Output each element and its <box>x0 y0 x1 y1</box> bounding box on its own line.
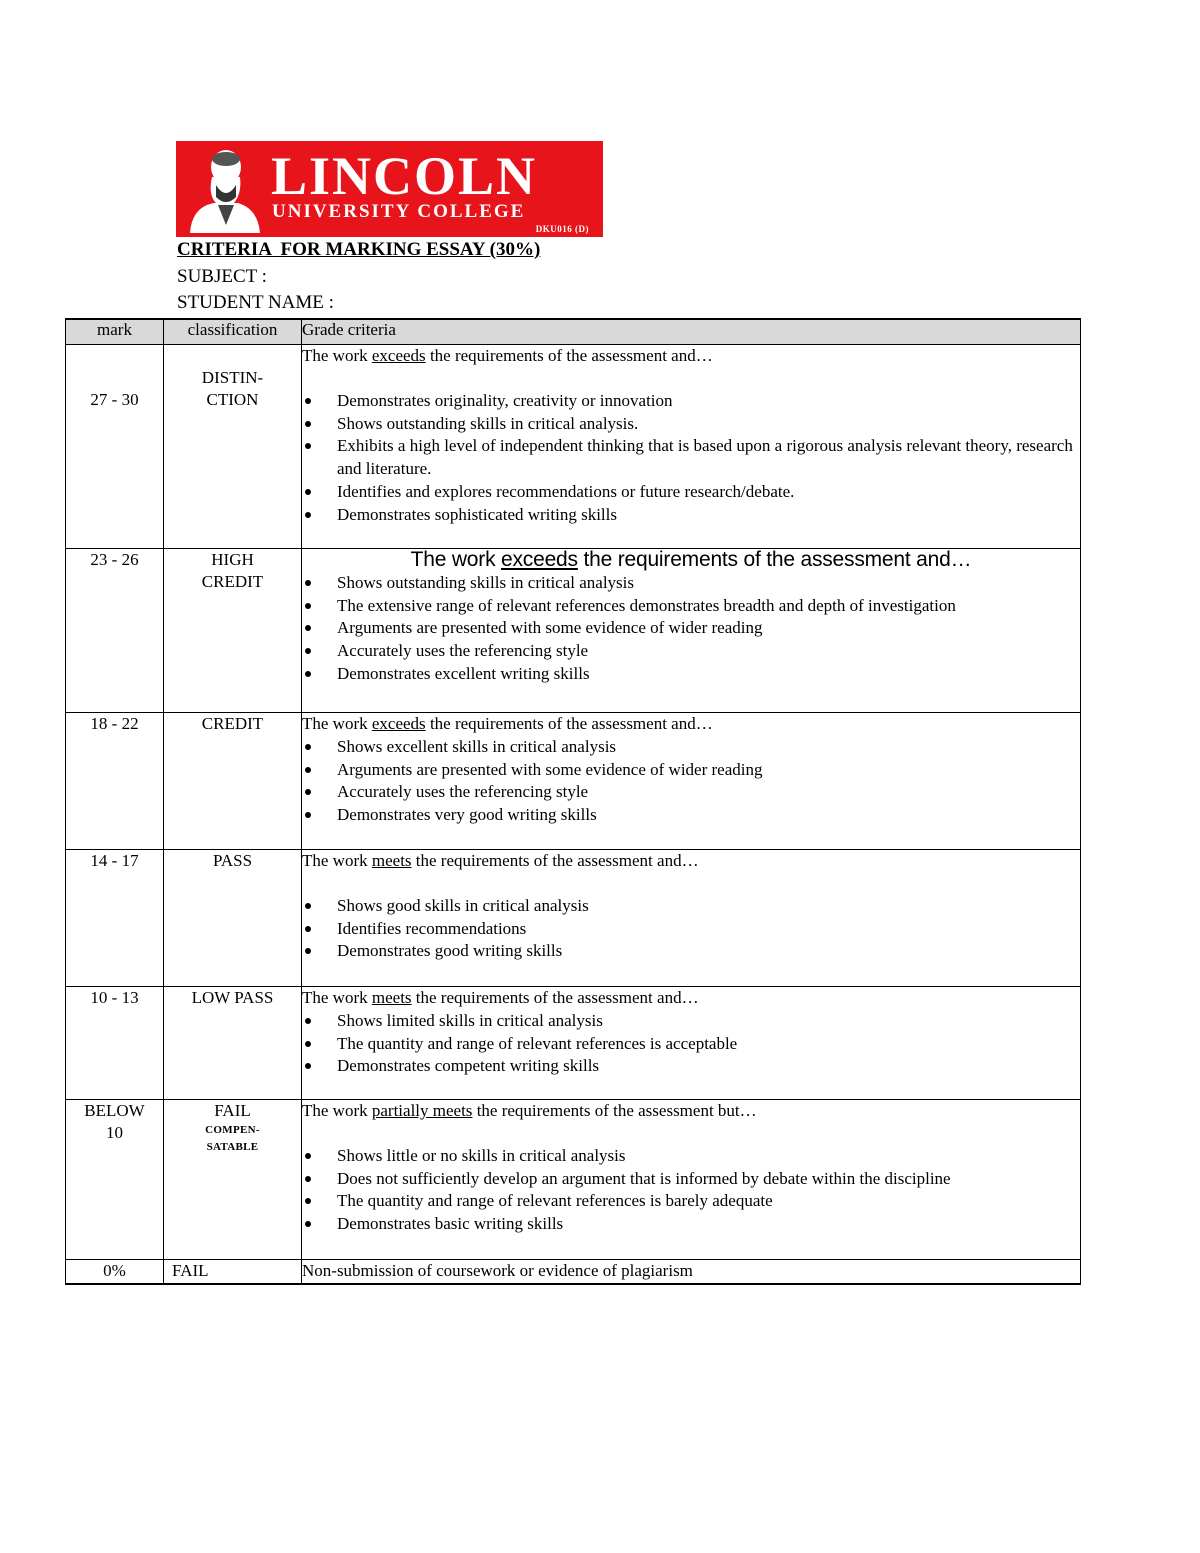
table-row <box>66 1260 1081 1284</box>
table-row <box>66 850 1081 987</box>
criteria-cell <box>302 345 1081 549</box>
list-item: Arguments are presented with some evidence of wider reading <box>302 759 1080 782</box>
classification-line: FAIL <box>214 1101 251 1120</box>
document-title: CRITERIA FOR MARKING ESSAY (30%) <box>177 239 541 260</box>
header-mark: mark <box>66 319 164 345</box>
mark-cell: 10 - 13 <box>66 987 164 1100</box>
student-name-label: STUDENT NAME : <box>177 292 334 313</box>
criteria-list <box>302 390 1080 527</box>
list-item: Shows outstanding skills in critical analysis. <box>302 413 1080 436</box>
mark-cell <box>66 1100 164 1260</box>
criteria-intro: The work exceeds the requirements of the assessment and… <box>410 548 972 571</box>
logo-subtitle: UNIVERSITY COLLEGE <box>272 201 526 222</box>
classification-cell <box>164 987 302 1100</box>
criteria-emphasis: meets <box>371 988 412 1007</box>
list-item: Arguments are presented with some evidence of wider reading <box>302 617 1080 640</box>
classification-line: CREDIT <box>201 714 264 733</box>
criteria-list <box>302 1145 1080 1236</box>
list-item: Demonstrates very good writing skills <box>302 804 1080 827</box>
list-item: Does not sufficiently develop an argument that is informed by debate within the discipline <box>302 1168 1080 1191</box>
table-row <box>66 1100 1081 1260</box>
classification-line: CREDIT <box>201 572 264 591</box>
criteria-emphasis: exceeds <box>501 548 578 571</box>
list-item: Accurately uses the referencing style <box>302 640 1080 663</box>
classification-cell <box>164 1100 302 1260</box>
criteria-list <box>302 1010 1080 1078</box>
criteria-list <box>302 572 1080 686</box>
list-item: Shows good skills in critical analysis <box>302 895 1080 918</box>
list-item: Demonstrates excellent writing skills <box>302 663 1080 686</box>
lincoln-bust-icon <box>182 145 262 235</box>
criteria-cell <box>302 987 1081 1100</box>
criteria-intro: The work meets the requirements of the assessment and… <box>302 988 699 1007</box>
list-item: The extensive range of relevant references demonstrates breadth and depth of investigation <box>302 595 1080 618</box>
header-classification: classification <box>164 319 302 345</box>
mark-cell: 0% <box>66 1260 164 1284</box>
classification-cell: FAIL <box>164 1260 302 1284</box>
list-item: Accurately uses the referencing style <box>302 781 1080 804</box>
classification-cell <box>164 850 302 987</box>
logo-wordmark: LINCOLN <box>271 146 538 206</box>
criteria-emphasis: meets <box>371 851 412 870</box>
list-item: The quantity and range of relevant references is acceptable <box>302 1033 1080 1056</box>
criteria-emphasis: exceeds <box>371 714 426 733</box>
classification-line: HIGH <box>211 550 254 569</box>
criteria-cell <box>302 549 1081 713</box>
criteria-cell <box>302 713 1081 850</box>
list-item: Demonstrates good writing skills <box>302 940 1080 963</box>
criteria-cell <box>302 850 1081 987</box>
table-row <box>66 549 1081 713</box>
list-item: Demonstrates basic writing skills <box>302 1213 1080 1236</box>
classification-cell <box>164 549 302 713</box>
list-item: Demonstrates originality, creativity or innovation <box>302 390 1080 413</box>
list-item: Shows excellent skills in critical analysis <box>302 736 1080 759</box>
criteria-emphasis: exceeds <box>371 346 426 365</box>
criteria-cell <box>302 1100 1081 1260</box>
mark-cell <box>66 345 164 549</box>
criteria-cell: Non-submission of coursework or evidence of plagiarism <box>302 1260 1081 1284</box>
list-item: Shows little or no skills in critical analysis <box>302 1145 1080 1168</box>
mark-line: BELOW <box>84 1101 145 1120</box>
table-header-row <box>66 319 1081 345</box>
classification-subline: COMPEN- <box>205 1124 260 1136</box>
list-item: Shows outstanding skills in critical analysis <box>302 572 1080 595</box>
table-row <box>66 713 1081 850</box>
mark-value: 27 - 30 <box>90 390 139 409</box>
classification-cell <box>164 345 302 549</box>
marking-criteria-table <box>65 318 1081 1285</box>
classification-line: DISTIN- <box>201 368 264 387</box>
mark-cell: 23 - 26 <box>66 549 164 713</box>
subject-label: SUBJECT : <box>177 266 267 287</box>
list-item: The quantity and range of relevant references is barely adequate <box>302 1190 1080 1213</box>
criteria-list <box>302 736 1080 827</box>
lincoln-logo <box>176 141 603 237</box>
criteria-intro: The work exceeds the requirements of the assessment and… <box>302 346 713 365</box>
criteria-list <box>302 895 1080 963</box>
logo-code: DKU016 (D) <box>535 224 589 234</box>
header-grade-criteria: Grade criteria <box>302 319 1081 345</box>
table-row <box>66 987 1081 1100</box>
classification-cell <box>164 713 302 850</box>
mark-cell: 18 - 22 <box>66 713 164 850</box>
list-item: Shows limited skills in critical analysis <box>302 1010 1080 1033</box>
classification-line: LOW PASS <box>191 988 274 1007</box>
list-item: Identifies and explores recommendations or future research/debate. <box>302 481 1080 504</box>
list-item: Identifies recommendations <box>302 918 1080 941</box>
criteria-emphasis: partially meets <box>371 1101 473 1120</box>
classification-line: CTION <box>206 390 259 409</box>
criteria-intro: The work partially meets the requirements of the assessment but… <box>302 1101 757 1120</box>
mark-line: 10 <box>106 1123 123 1142</box>
classification-line: PASS <box>212 851 253 870</box>
criteria-intro: The work meets the requirements of the assessment and… <box>302 851 699 870</box>
table-row <box>66 345 1081 549</box>
list-item: Demonstrates sophisticated writing skills <box>302 504 1080 527</box>
list-item: Exhibits a high level of independent thinking that is based upon a rigorous analysis relevant theory, research and literature. <box>302 435 1080 481</box>
criteria-intro: The work exceeds the requirements of the assessment and… <box>302 714 713 733</box>
list-item: Demonstrates competent writing skills <box>302 1055 1080 1078</box>
mark-cell: 14 - 17 <box>66 850 164 987</box>
classification-subline: SATABLE <box>206 1141 259 1153</box>
